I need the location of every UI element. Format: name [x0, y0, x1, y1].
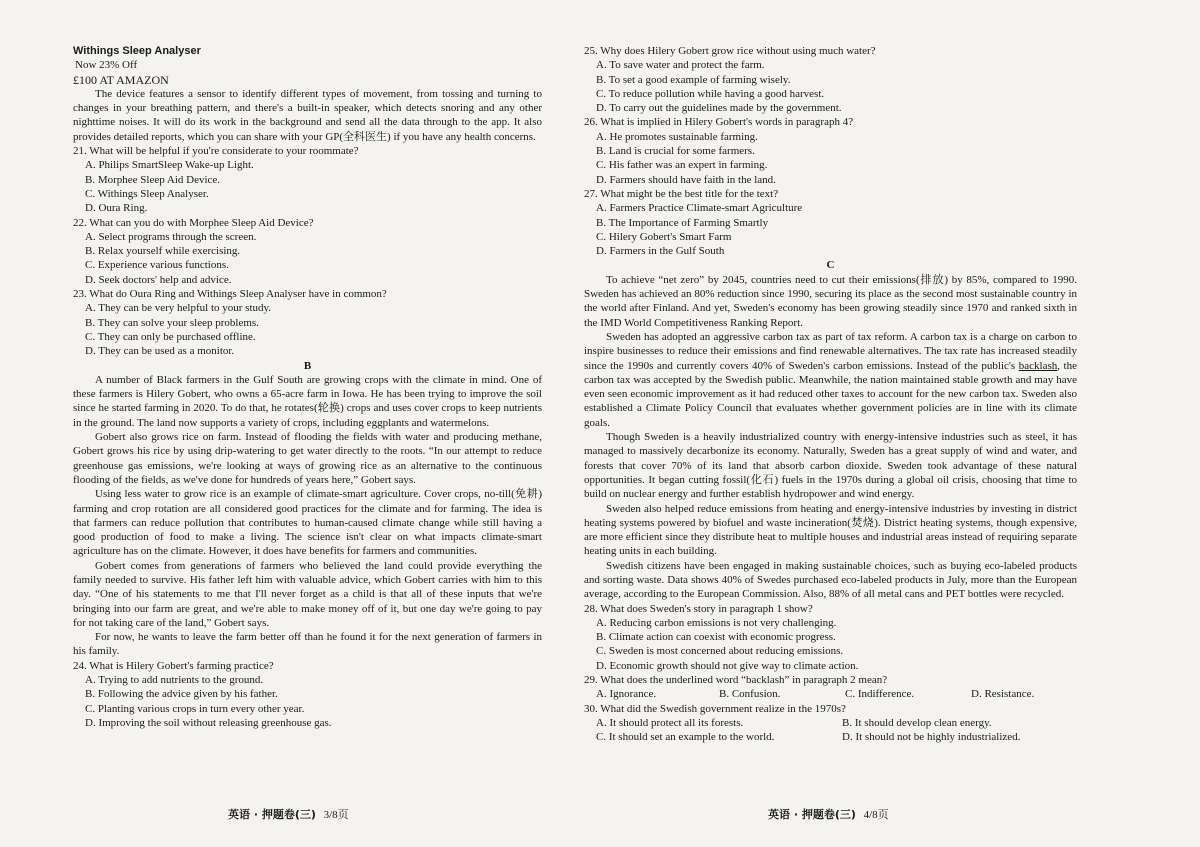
option-d: D. Farmers in the Gulf South [596, 245, 725, 258]
option-c: C. They can only be purchased offline. [85, 330, 256, 343]
question-23 [73, 287, 542, 358]
section-b-paragraph-1: A number of Black farmers in the Gulf South are growing crops with the climate in mind. One of these farmers is Hilery Gobert, who owns a 65-acre farm in Iowa. He has been trying to improve the soil since he started farming in 2020. To do that, he rotates(轮换) crops and uses cover crops to keep nutrients in the ground. The land now supports a variety of crops, including eggplants and watermelons. [73, 373, 542, 429]
footer-page-number: 4/8页 [863, 809, 889, 821]
section-c-paragraph-1: To achieve “net zero” by 2045, countries need to cut their emissions(排放) by 85%, compared to 1990. Sweden has achieved an 80% reduction since 1990, securing its place as the second most sustainable country in the world after Finland. And yet, Sweden's economy has been growing steadily since 1970 and ranked sixth in the IMD World Competitiveness Ranking Report. [584, 273, 1077, 329]
ad-title: Withings Sleep Analyser [73, 45, 201, 57]
option-a: A. Trying to add nutrients to the ground. [85, 674, 264, 687]
option-c: C. Sweden is most concerned about reducing emissions. [596, 645, 844, 658]
option-d: D. Farmers should have faith in the land. [596, 173, 776, 186]
question-stem: 28. What does Sweden's story in paragraph 1 show? [584, 602, 813, 615]
section-b-heading: B [303, 359, 312, 372]
option-b: B. Following the advice given by his father. [85, 688, 278, 701]
right-page-footer [768, 808, 889, 822]
option-b: B. Climate action can coexist with economic progress. [596, 631, 836, 644]
option-b: B. Morphee Sleep Aid Device. [85, 173, 221, 186]
question-stem: 29. What does the underlined word “backlash” in paragraph 2 mean? [584, 674, 888, 687]
option-b: B. It should develop clean energy. [842, 716, 992, 729]
footer-page-number: 3/8页 [323, 809, 349, 821]
underlined-word: backlash [1018, 359, 1058, 372]
option-c: C. To reduce pollution while having a good harvest. [596, 87, 825, 100]
option-a: A. Philips SmartSleep Wake-up Light. [85, 159, 254, 172]
options-row [596, 716, 1077, 730]
question-30 [584, 702, 1077, 745]
option-b: B. Relax yourself while exercising. [85, 245, 241, 258]
paragraph-text: , the carbon tax was accepted by the Swedish public. Meanwhile, the nation maintained stable growth and may have even seen economic improvement as it had reduced other taxes to account for the new carbon tax. Sweden also established a Climate Policy Council that evaluates whether government policies are in line with its climate goals. [584, 359, 1077, 429]
option-d: D. Seek doctors' help and advice. [85, 273, 232, 286]
option-c: C. Hilery Gobert's Smart Farm [596, 230, 732, 243]
option-b: B. The Importance of Farming Smartly [596, 216, 769, 229]
option-a: A. Ignorance. [596, 688, 657, 701]
left-page-footer [228, 808, 349, 822]
options-row [596, 730, 1077, 744]
ad-discount: Now 23% Off [75, 59, 138, 72]
question-stem: 25. Why does Hilery Gobert grow rice without using much water? [584, 45, 876, 57]
question-27 [584, 187, 1077, 258]
option-a: A. It should protect all its forests. [596, 716, 744, 729]
footer-label: 英语 · 押题卷(三) [768, 808, 856, 821]
option-d: D. To carry out the guidelines made by the government. [596, 102, 842, 115]
option-b: B. Confusion. [719, 688, 781, 701]
section-b-paragraph-4: Gobert comes from generations of farmers who believed the land could provide everything the family needed to survive. His father left him with valuable advice, which Gobert carries with him to this day. “One of his statements to me that I'll never forget as a child is that all of these inputs that we're bringing into our farm are great, and we're able to make money off of it, but one day we're going to pay for not taking care of the land,” Gobert says. [73, 559, 542, 629]
question-stem: 23. What do Oura Ring and Withings Sleep Analyser have in common? [73, 288, 387, 301]
question-stem: 22. What can you do with Morphee Sleep Aid Device? [73, 216, 314, 229]
question-22 [73, 216, 542, 287]
question-stem: 26. What is implied in Hilery Gobert's words in paragraph 4? [584, 116, 854, 129]
option-d: D. Improving the soil without releasing greenhouse gas. [85, 716, 332, 729]
section-c-paragraph-5: Swedish citizens have been engaged in making sustainable choices, such as buying eco-labeled products and sorting waste. Data shows 40% of Swedes purchased eco-labeled products in July, more than the European average, according to the European Commission. Also, 88% of all metal cans and PET bottles were recycled. [584, 559, 1077, 601]
right-page [584, 44, 1077, 745]
option-d: D. Economic growth should not give way to climate action. [596, 659, 859, 672]
question-29 [584, 673, 1077, 702]
question-stem: 24. What is Hilery Gobert's farming practice? [73, 659, 274, 672]
option-a: A. Reducing carbon emissions is not very challenging. [596, 616, 837, 629]
options-row [596, 687, 1077, 701]
option-b: B. They can solve your sleep problems. [85, 316, 259, 329]
option-a: A. To save water and protect the farm. [596, 59, 765, 72]
option-b: B. Land is crucial for some farmers. [596, 145, 755, 158]
option-c: C. It should set an example to the world. [596, 731, 775, 744]
option-d: D. Oura Ring. [85, 202, 148, 215]
ad-description: The device features a sensor to identify different types of movement, from tossing and turning to changes in your breathing pattern, and there's a built-in speaker, which detects snoring and any other nighttime noises. It will do its work in the background and send all the data through to the app. It also provides detailed reports, which you can share with your GP(全科医生) if you have any health concerns. [73, 87, 542, 143]
question-stem: 30. What did the Swedish government realize in the 1970s? [584, 702, 846, 715]
option-c: C. Experience various functions. [85, 259, 229, 272]
section-b-paragraph-5: For now, he wants to leave the farm better off than he found it for the next generation of farmers in his family. [73, 631, 542, 658]
option-a: A. He promotes sustainable farming. [596, 130, 758, 143]
question-24 [73, 659, 542, 730]
option-b: B. To set a good example of farming wisely. [596, 73, 791, 86]
option-a: A. Farmers Practice Climate-smart Agriculture [596, 202, 803, 215]
section-b-paragraph-2: Gobert also grows rice on farm. Instead of flooding the fields with water and producing methane, Gobert grows his rice by using drip-watering to get water directly to the roots. “In our attempt to reduce greenhouse gas emissions, we're looking at ways of growing rice as an alternative to the continuous flooding of the fields, as we've done for hundreds of years here,” Gobert says. [73, 431, 542, 486]
option-c: C. Indifference. [845, 688, 915, 701]
section-c-heading: C [826, 259, 835, 272]
option-c: C. His father was an expert in farming. [596, 159, 768, 172]
footer-label: 英语 · 押题卷(三) [228, 808, 316, 821]
question-stem: 21. What will be helpful if you're considerate to your roommate? [73, 145, 359, 158]
question-21 [73, 144, 542, 215]
option-a: A. Select programs through the screen. [85, 230, 257, 243]
option-d: D. It should not be highly industrialized. [842, 731, 1021, 744]
section-c-paragraph-4: Sweden also helped reduce emissions from heating and energy-intensive industries by investing in district heating systems powered by biofuel and waste incineration(焚烧). District heating systems, though expensive, are more efficient since they distribute heat to multiple houses and industrial areas instead of requiring separate heating units in each building. [584, 502, 1077, 558]
section-c-paragraph-2 [584, 330, 1077, 430]
section-c-paragraph-3: Though Sweden is a heavily industrialized country with energy-intensive industries such as steel, it has managed to massively decarbonize its economy. Naturally, Sweden has a great supply of wind and water, and forests that cover 70% of its land that absorb carbon dioxide. Sweden took advantage of these natural opportunities. It began cutting fossil(化石) fuels in the 1970s during a global oil crisis, choosing that time to build on nuclear energy and further establish hydropower and wind energy. [584, 431, 1077, 501]
left-page [73, 44, 542, 730]
option-d: D. They can be used as a monitor. [85, 345, 235, 358]
question-stem: 27. What might be the best title for the text? [584, 187, 779, 200]
ad-price: £100 AT AMAZON [73, 72, 169, 87]
option-c: C. Withings Sleep Analyser. [85, 187, 209, 200]
option-a: A. They can be very helpful to your study. [85, 302, 272, 315]
paragraph-text: Sweden has adopted an aggressive carbon tax as part of tax reform. A carbon tax is a charge on carbon to inspire businesses to reduce their emissions and find renewable alternatives. The tax rate has increased steadily since the 1990s and currently covers 40% of Sweden's carbon emissions. Instead of the public's [584, 330, 1077, 372]
option-c: C. Planting various crops in turn every other year. [85, 702, 305, 715]
question-26 [584, 115, 1077, 186]
question-25 [584, 44, 1077, 115]
section-b-paragraph-3: Using less water to grow rice is an example of climate-smart agriculture. Cover crops, no-till(免耕) farming and crop rotation are all considered good practices for the climate and for farming. The idea is that farmers can reduce pollution that contributes to human-caused climate change while still having a good production of food to make a living. The science isn't clear on what impacts climate-smart agriculture has on the climate. However, it does have benefits for farmers and communities. [73, 488, 542, 558]
question-28 [584, 602, 1077, 673]
option-d: D. Resistance. [971, 688, 1035, 701]
